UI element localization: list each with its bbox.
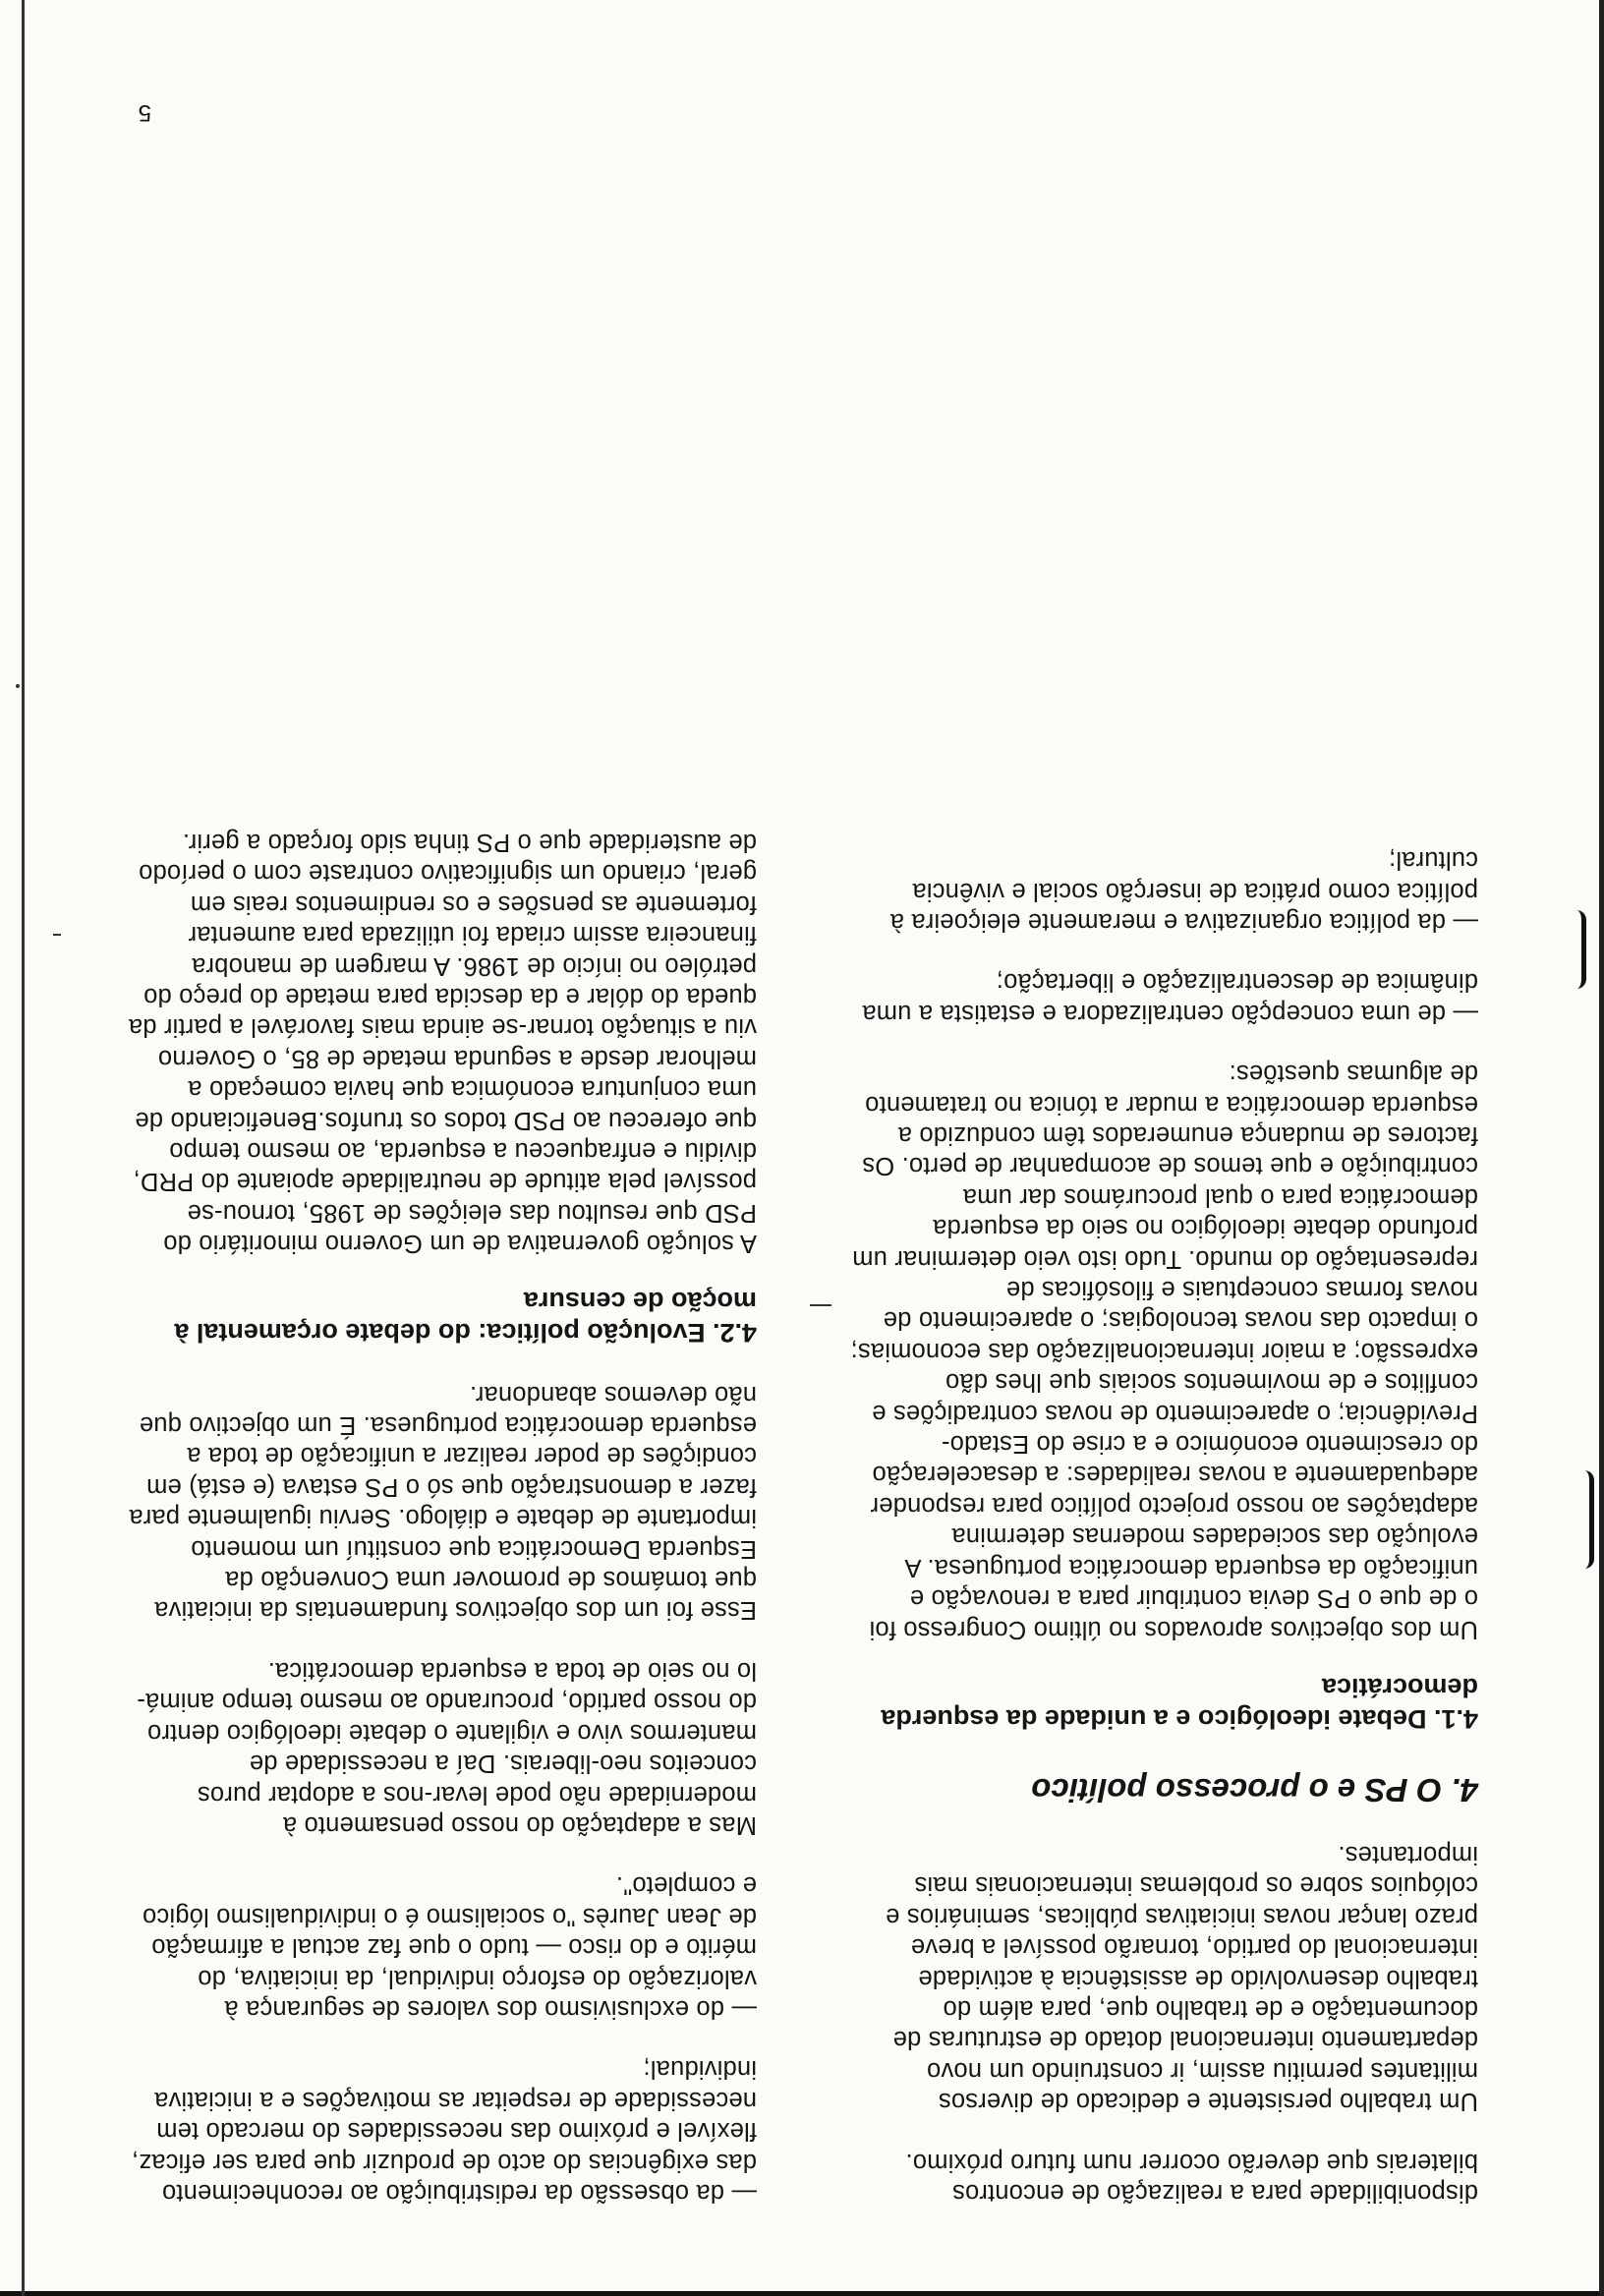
paragraph: — do exclusivismo dos valores de segurança à valorização do esforço individual, da iniciativa, do mérito e do risco — tudo o que faz actual a afirmação de Jean Jaurès "o socialismo é o individualismo lógico e completo". bbox=[142, 1871, 757, 2023]
paragraph: — da política organizativa e meramente eleiçoeira à política como prática de inserção social e vivência cultural; bbox=[889, 846, 1478, 936]
margin-bracket-mark bbox=[1572, 910, 1586, 989]
section-heading: 4.1. Debate ideológico e a unidade da esquerda democrática bbox=[881, 1672, 1478, 1734]
paragraph: — de uma concepção centralizadora e estatista a uma dinâmica de descentralização e libertação; bbox=[862, 968, 1478, 1027]
margin-dot-mark bbox=[16, 684, 20, 688]
paragraph: disponibilidade para a realização de encontros bilaterais que deverão ocorrer num futuro próximo. bbox=[905, 2148, 1478, 2207]
paragraph: Esse foi um dos objectivos fundamentais da iniciativa que tomámos de promover uma Convenção da Esquerda Democrática que constituí um momento importante de debate e diálogo. Serviu igualmente para fazer a demonstração que só o PS estava (e está) em condições de poder realizar a unificação de toda a esquerda democrática portuguesa. É um objectivo que não devemos abandonar. bbox=[129, 1380, 757, 1625]
scan-border-top bbox=[0, 2291, 1604, 2296]
paragraph: Um trabalho persistente e dedicado de diversos militantes permitiu assim, ir construindo um novo departamento internacional dotado de estruturas de documentação e de trabalho que, para além do trabalho desenvolvido de assistência à actividade internacional do partido, tornarão possível a breve prazo lançar novas iniciativas públicas, seminários e colóquios sobre os problemas internacionais mais importantes. bbox=[885, 1840, 1478, 2116]
margin-dash-mark bbox=[53, 934, 61, 936]
margin-dash-mark bbox=[810, 1304, 831, 1306]
left-column bbox=[849, 815, 1478, 2208]
chapter-heading: 4. O PS e o processo político bbox=[1031, 1771, 1478, 1808]
scan-border-left bbox=[1599, 0, 1604, 2296]
section-heading: 4.2. Evolução política: do debate orçamental à moção de censura bbox=[174, 1287, 757, 1349]
margin-bracket-mark bbox=[1579, 1470, 1594, 1569]
scan-border-right bbox=[22, 0, 25, 2296]
paragraph: Um dos objectivos aprovados no último Congresso foi o de que o PS devia contribuir para a renovação e unificação da esquerda democrática portuguesa. A evolução das sociedades modernas determina adaptações ao nosso projecto político para responder adequadamente a novas realidades: a desaceleração do crescimento económico e a crise do Estado-Previdência; o aparecimento de novas contradições e conflitos e de movimentos sociais que lhes dão expressão; a maior internacionalização das economias; o impacto das novas tecnologias; o aparecimento de novas formas conceptuais e filosóficas de representação do mundo. Tudo isto veio determinar um profundo debate ideológico no seio da esquerda democrática para o qual procurámos dar uma contribuição e que temos de acompanhar de perto. Os factores de mudança enumerados têm conduzido a esquerda democrática a mudar a tónica no tratamento de algumas questões: bbox=[850, 1060, 1478, 1643]
paragraph: — da obsessão da redistribuição ao reconhecimento das exigências do acto de produzir que para ser eficaz, flexível e próximo das necessidades do mercado tem necessidade de respeitar as motivações e a iniciativa individual; bbox=[131, 2055, 757, 2207]
paragraph: A solução governativa de um Governo minoritário do PSD que resultou das eleições de 1985, tornou-se possível pela atitude de neutralidade apoiante do PRD, dividiu e enfraqueceu a esquerda, ao mesmo tempo que ofereceu ao PSD todos os trunfos.Beneficiando de uma conjuntura económica que havia começado a melhorar desde a segunda metade de 85, o Governo viu a situação tornar-se ainda mais favorável a partir da queda do dólar e da descida para metade do preço do petróleo no início de 1986. A margem de manobra financeira assim criada foi utilizada para aumentar fortemente as pensões e os rendimentos reais em geral, criando um significativo contraste com o período de austeridade que o PS tinha sido forçado a gerir. bbox=[128, 828, 757, 1258]
page-number: 5 bbox=[138, 99, 151, 126]
right-column bbox=[128, 797, 757, 2208]
paragraph: Mas a adaptação do nosso pensamento à modernidade não pode levar-nos a adoptar puros conceitos neo-liberais. Daí a necessidade de mantermos vivo e vigilante o debate ideológico dentro do nosso partido, procurando ao mesmo tempo animá-lo no seio de toda a esquerda democrática. bbox=[137, 1656, 757, 1839]
